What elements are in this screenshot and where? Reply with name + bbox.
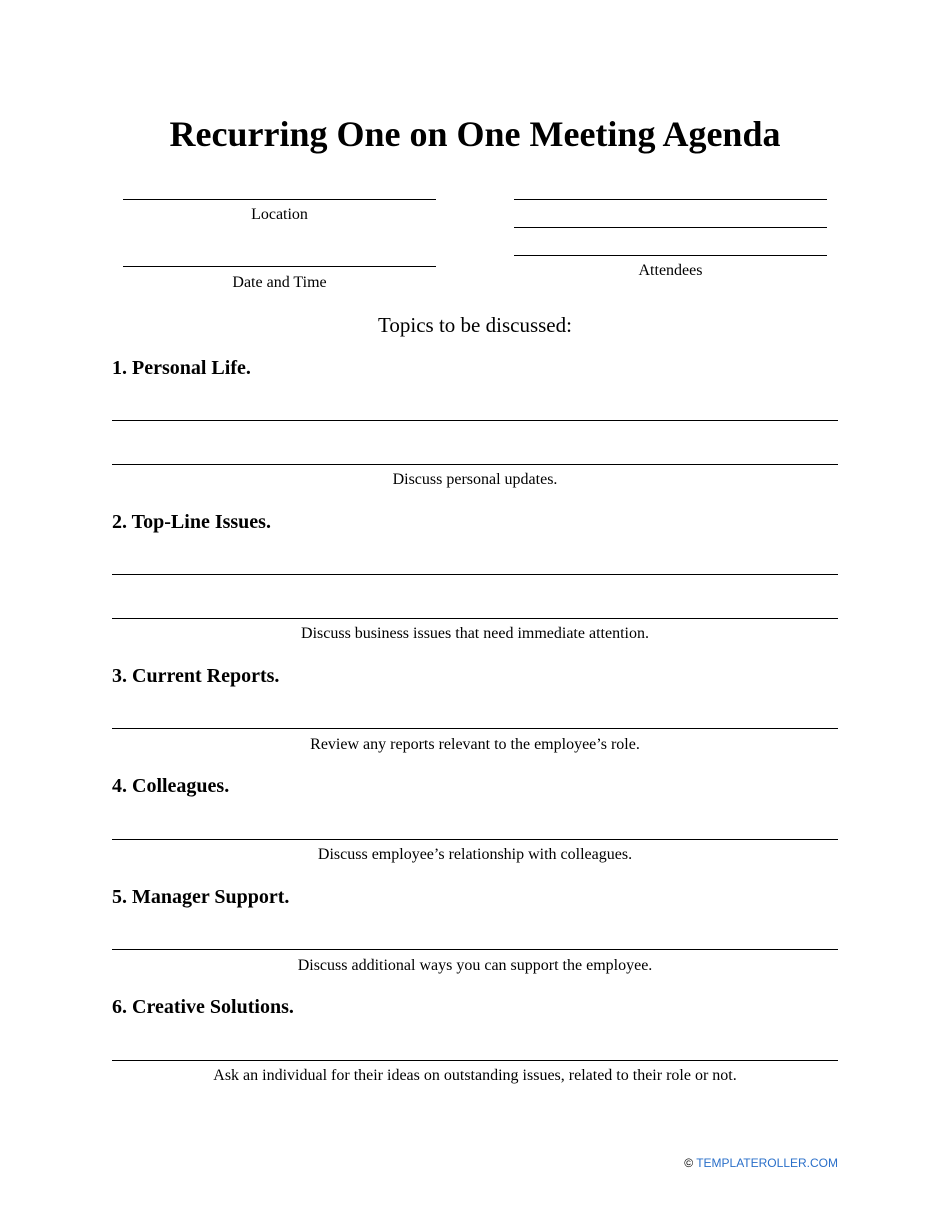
section-heading: 2. Top-Line Issues. [112,511,271,533]
section-heading: 3. Current Reports. [112,665,280,687]
section-heading: 4. Colleagues. [112,775,230,797]
attendee-line-3[interactable] [514,255,827,256]
section-description: Discuss personal updates. [392,471,558,488]
section-heading: 1. Personal Life. [112,357,251,379]
answer-line[interactable] [112,618,838,619]
answer-line[interactable] [112,1060,838,1061]
topics-heading: Topics to be discussed: [378,313,572,337]
answer-line[interactable] [112,420,838,421]
page-title: Recurring One on One Meeting Agenda [169,114,781,154]
date-time-label: Date and Time [232,274,327,291]
section-description: Discuss business issues that need immediate attention. [301,625,649,642]
date-time-line[interactable] [123,266,436,267]
copyright-icon: © [684,1156,694,1170]
section-heading: 6. Creative Solutions. [112,996,294,1018]
section-description: Discuss additional ways you can support the employee. [297,957,653,974]
answer-line[interactable] [112,574,838,575]
answer-line[interactable] [112,464,838,465]
templateroller-link[interactable]: TEMPLATEROLLER.COM [696,1156,838,1170]
attendee-line-2[interactable] [514,227,827,228]
section-description: Ask an individual for their ideas on outstanding issues, related to their role or not. [213,1067,737,1084]
section-heading: 5. Manager Support. [112,886,290,908]
attendees-label: Attendees [638,262,703,279]
location-line[interactable] [123,199,436,200]
footer-credit [684,1155,838,1171]
attendee-line-1[interactable] [514,199,827,200]
answer-line[interactable] [112,949,838,950]
answer-line[interactable] [112,728,838,729]
section-description: Discuss employee’s relationship with colleagues. [317,846,633,863]
section-description: Review any reports relevant to the employee’s role. [310,736,640,753]
location-label: Location [251,206,308,223]
answer-line[interactable] [112,839,838,840]
